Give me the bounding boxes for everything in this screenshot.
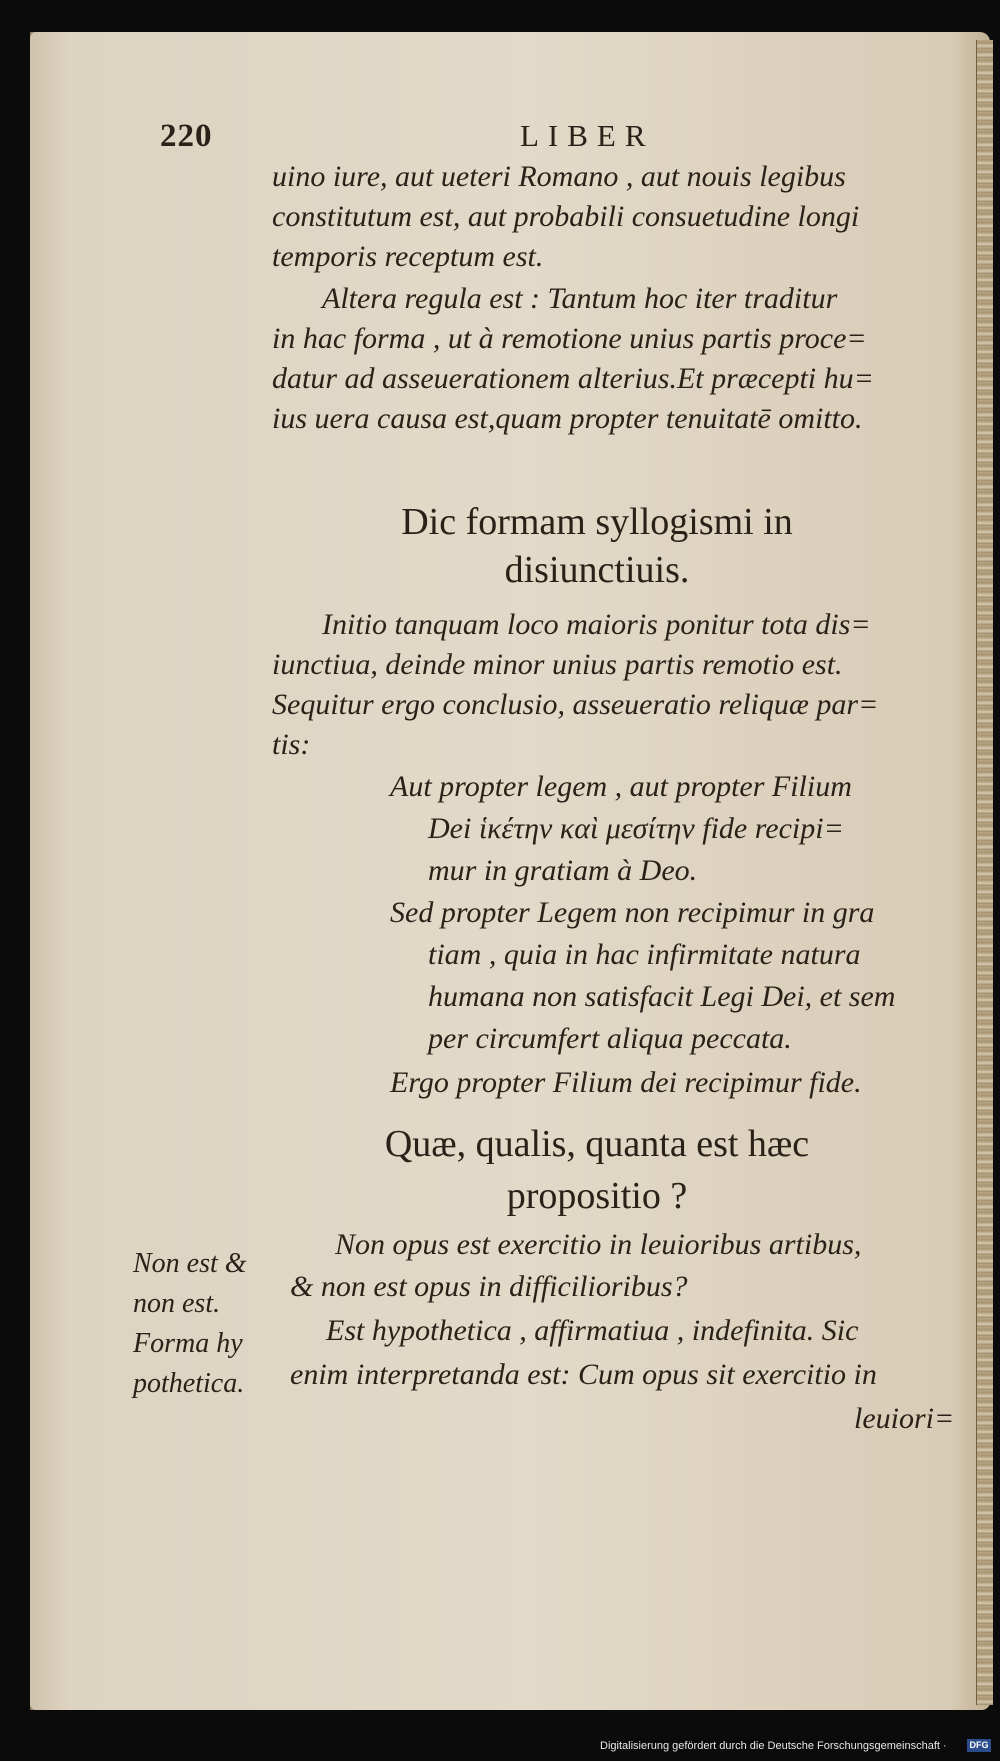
text-line: Sequitur ergo conclusio, asseueratio reliquæ par= [272, 688, 879, 721]
text-line: Est hypothetica , affirmatiua , indefinita. Sic [326, 1314, 859, 1347]
syllogism-minor-line: tiam , quia in hac infirmitate natura [428, 938, 861, 971]
catchword: leuiori= [854, 1402, 955, 1435]
margin-line: Non est & [133, 1248, 247, 1279]
text-line: Altera regula est : Tantum hoc iter traditur [322, 282, 838, 315]
syllogism-major-line: Aut propter legem , aut propter Filium [390, 770, 852, 803]
margin-line: non est. [133, 1288, 221, 1319]
syllogism-major-line: mur in gratiam à Deo. [428, 854, 698, 887]
running-title: LIBER [520, 118, 655, 153]
syllogism-minor-line: Sed propter Legem non recipimur in gra [390, 896, 875, 929]
heading-line: propositio ? [506, 1175, 688, 1217]
heading-line: Quæ, qualis, quanta est hæc [384, 1123, 810, 1165]
digitization-credit: Digitalisierung gefördert durch die Deutsche Forschungsgemeinschaft · [600, 1740, 947, 1752]
text-line: tis: [272, 728, 311, 761]
text-line: ius uera causa est,quam propter tenuitatē omitto. [272, 402, 863, 435]
page-fore-edge [976, 40, 993, 1705]
syllogism-minor-line: per circumfert aliqua peccata. [428, 1022, 792, 1055]
dfg-logo-icon: DFG [967, 1739, 991, 1752]
marginal-note [133, 1248, 278, 1408]
text-line: Non opus est exercitio in leuioribus artibus, [335, 1228, 862, 1261]
section-heading-propositio [272, 1122, 922, 1226]
heading-line: Dic formam syllogismi in [401, 501, 793, 543]
margin-line: pothetica. [133, 1368, 245, 1399]
text-line: datur ad asseuerationem alterius.Et præcepti hu= [272, 362, 874, 395]
text-line: enim interpretanda est: Cum opus sit exercitio in [290, 1358, 877, 1391]
syllogism-conclusion: Ergo propter Filium dei recipimur fide. [390, 1066, 862, 1099]
heading-line: disiunctiuis. [504, 549, 690, 591]
text-line: uino iure, aut ueteri Romano , aut nouis legibus [272, 160, 846, 193]
syllogism-major-line: Dei ἱκέτην καὶ μεσίτην fide recipi= [428, 812, 844, 845]
text-line: Initio tanquam loco maioris ponitur tota dis= [322, 608, 871, 641]
text-line: in hac forma , ut à remotione unius partis proce= [272, 322, 867, 355]
margin-line: Forma hy [133, 1328, 243, 1359]
text-line: constitutum est, aut probabili consuetudine longi [272, 200, 860, 233]
text-line: & non est opus in difficilioribus? [290, 1270, 688, 1303]
text-line: temporis receptum est. [272, 240, 544, 273]
syllogism-minor-line: humana non satisfacit Legi Dei, et sem [428, 980, 896, 1013]
page-header [0, 118, 1000, 158]
section-heading-disiunctiuis [272, 500, 922, 596]
text-line: iunctiua, deinde minor unius partis remotio est. [272, 648, 843, 681]
page-number: 220 [160, 118, 213, 154]
